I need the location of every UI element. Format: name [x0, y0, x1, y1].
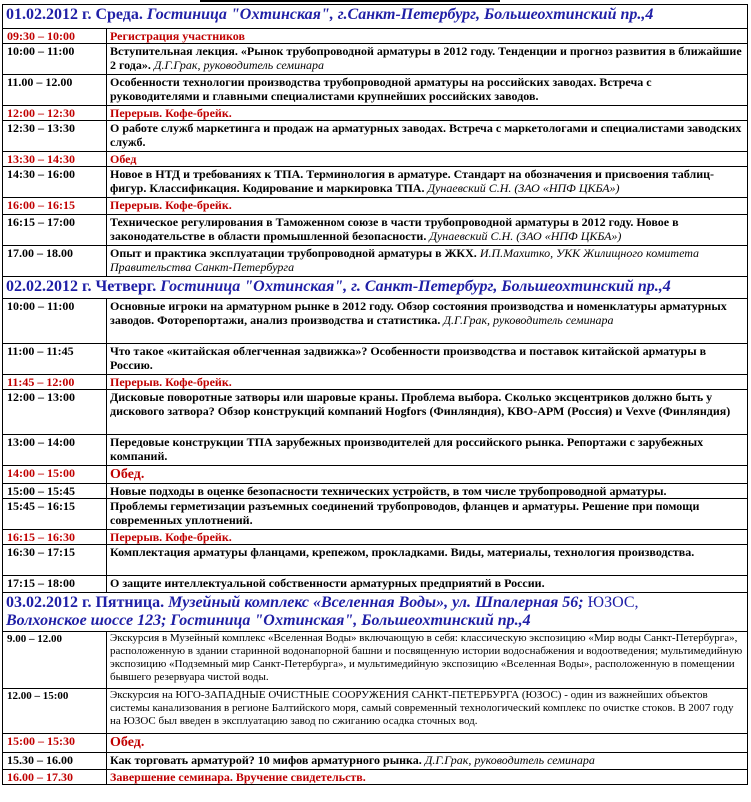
row-text: Опыт и практика эксплуатации трубопроводной арматуры в ЖКХ.	[110, 246, 477, 260]
schedule-row	[3, 753, 748, 770]
row-text: Экскурсия в Музейный комплекс «Вселенная Воды» включающую в себя: классическую экспозицию «Мир воды Санкт-Петербурга», расположенную в здании старинной водонапорной башни и посвященную истории водоснабжения и водоотведения; мультимедийную экспозицию «Подземный мир Санкт-Петербурга», и мультимедийную экспозицию «Вселенная Воды», расположенную в помещении бывшего резервуара чистой воды.	[107, 632, 748, 689]
schedule-row	[3, 576, 748, 593]
schedule-row	[3, 484, 748, 499]
day-venue-extra: ЮЗОС,	[583, 594, 639, 611]
day-venue: Гостиница "Охтинская", г.Санкт-Петербург, Большеохтинский пр.,4	[146, 6, 654, 23]
row-text: Особенности технологии производства трубопроводной арматуры на российских заводах. Встреча с руководителями и главными специалистами крупнейших российских заводов.	[107, 75, 748, 106]
row-time: 9.00 – 12.00	[3, 632, 107, 689]
row-text: Перерыв. Кофе-брейк.	[107, 530, 748, 545]
day-header	[3, 593, 748, 632]
row-text: Регистрация участников	[107, 29, 748, 44]
schedule-row	[3, 152, 748, 167]
row-text: Основные игроки на арматурном рынке в 2012 году. Обзор состояния производства и номенклатуры арматурных заводов. Фоторепортажи, анализ производства и статистика.	[110, 299, 727, 327]
row-time: 09:30 – 10:00	[3, 29, 107, 44]
row-text: О работе служб маркетинга и продаж на арматурных заводах. Встреча с маркетологами и специалистами заводских служб.	[107, 121, 748, 152]
schedule-row	[3, 167, 748, 198]
schedule-row	[3, 215, 748, 246]
schedule-row	[3, 632, 748, 689]
day-date: 01.02.2012 г. Среда.	[6, 6, 143, 23]
row-speaker: Дунаевский С.Н. (ЗАО «НПФ ЦКБА»)	[427, 181, 620, 195]
schedule-row	[3, 770, 748, 785]
row-text: Экскурсия на ЮГО-ЗАПАДНЫЕ ОЧИСТНЫЕ СООРУЖЕНИЯ САНКТ-ПЕТЕРБУРГА (ЮЗОС) - один из важнейших объектов системы канализования в регионе Балтийского моря, самый современный технологический комплекс по очистке стоков. В 2007 году на ЮЗОС был введен в эксплуатацию завод по сжиганию осадка сточных вод.	[107, 689, 748, 734]
row-cell	[107, 167, 748, 198]
schedule-row	[3, 466, 748, 484]
day-venue-main: Музейный комплекс «Вселенная Воды», ул. Шпалерная 56;	[168, 594, 584, 611]
day-header-cell	[3, 5, 748, 29]
row-speaker: Дунаевский С.Н. (ЗАО «НПФ ЦКБА»)	[429, 229, 622, 243]
row-time: 15:00 – 15:45	[3, 484, 107, 499]
row-time: 12:00 – 13:00	[3, 390, 107, 435]
row-cell	[107, 44, 748, 75]
row-time: 11:00 – 11:45	[3, 344, 107, 375]
row-time: 14:30 – 16:00	[3, 167, 107, 198]
row-time: 17.00 – 18.00	[3, 246, 107, 277]
row-text: Вступительная лекция. «Рынок трубопроводной арматуры в 2012 году. Тенденции и прогноз развития в ближайшие 2 года».	[110, 44, 742, 72]
schedule-row	[3, 299, 748, 344]
row-time: 12:30 – 13:30	[3, 121, 107, 152]
schedule-row	[3, 344, 748, 375]
schedule-row	[3, 435, 748, 466]
row-time: 11.00 – 12.00	[3, 75, 107, 106]
row-time: 14:00 – 15:00	[3, 466, 107, 484]
row-text: Перерыв. Кофе-брейк.	[107, 375, 748, 390]
row-text: Обед.	[107, 734, 748, 753]
row-cell	[107, 299, 748, 344]
row-time: 11:45 – 12:00	[3, 375, 107, 390]
row-text: Что такое «китайская облегченная задвижка»? Особенности производства и поставок китайской арматуры в Россию.	[107, 344, 748, 375]
schedule-row	[3, 29, 748, 44]
row-time: 13:30 – 14:30	[3, 152, 107, 167]
row-text: Новые подходы в оценке безопасности технических устройств, в том числе трубопроводной арматуры.	[107, 484, 748, 499]
schedule-row	[3, 499, 748, 530]
row-time: 12:00 – 12:30	[3, 106, 107, 121]
schedule-row	[3, 198, 748, 215]
schedule-row	[3, 75, 748, 106]
cut-off-top-line	[200, 0, 500, 2]
day-venue-line2: Волхонское шоссе 123; Гостиница "Охтинская", Большеохтинский пр.,4	[6, 612, 531, 629]
row-cell	[107, 246, 748, 277]
schedule-row	[3, 44, 748, 75]
day-header	[3, 277, 748, 299]
schedule-row	[3, 734, 748, 753]
row-text: О защите интеллектуальной собственности арматурных предприятий в России.	[107, 576, 748, 593]
row-text: Передовые конструкции ТПА зарубежных производителей для российского рынка. Репортажи с зарубежных компаний.	[107, 435, 748, 466]
schedule-row	[3, 106, 748, 121]
row-text: Завершение семинара. Вручение свидетельств.	[107, 770, 748, 785]
row-text: Дисковые поворотные затворы или шаровые краны. Проблема выбора. Сколько эксцентриков должно быть у дискового затвора? Обзор конструкций компаний Hogfors (Финляндия), КВО-АРМ (Россия) и Vexve (Финляндия)	[107, 390, 748, 435]
row-text: Обед.	[107, 466, 748, 484]
row-text: Проблемы герметизации разъемных соединений трубопроводов, фланцев и арматуры. Решение при помощи современных уплотнений.	[107, 499, 748, 530]
row-speaker: И.П.Махитко, УКК Жилищного комитета Правительства Санкт-Петербурга	[110, 246, 700, 274]
day-date: 03.02.2012 г. Пятница.	[6, 594, 165, 611]
row-text: Новое в НТД и требованиях к ТПА. Терминология в арматуре. Стандарт на обозначения и присвоения таблиц-фигур. Классификация. Кодирование и маркировка ТПА.	[110, 167, 715, 195]
seminar-schedule-table	[2, 4, 748, 785]
row-cell	[107, 753, 748, 770]
row-time: 12.00 – 15:00	[3, 689, 107, 734]
day-header	[3, 5, 748, 29]
row-text: Как торговать арматурой? 10 мифов арматурного рынка.	[110, 753, 422, 767]
row-time: 16.00 – 17.30	[3, 770, 107, 785]
row-time: 16:00 – 16:15	[3, 198, 107, 215]
day-date: 02.02.2012 г. Четверг.	[6, 278, 157, 295]
row-time: 16:15 – 16:30	[3, 530, 107, 545]
row-time: 17:15 – 18:00	[3, 576, 107, 593]
schedule-row	[3, 121, 748, 152]
day-header-cell	[3, 277, 748, 299]
row-text: Техническое регулирования в Таможенном союзе в части трубопроводной арматуры в 2012 году. Новое в законодательстве в области промышленной безопасности.	[110, 215, 679, 243]
row-cell	[107, 215, 748, 246]
schedule-row	[3, 545, 748, 576]
row-text: Комплектация арматуры фланцами, крепежом, прокладками. Виды, материалы, технология производства.	[107, 545, 748, 576]
schedule-row	[3, 246, 748, 277]
row-time: 15:45 – 16:15	[3, 499, 107, 530]
row-text: Перерыв. Кофе-брейк.	[107, 198, 748, 215]
row-text: Обед	[107, 152, 748, 167]
row-time: 10:00 – 11:00	[3, 299, 107, 344]
row-speaker: Д.Г.Грак, руководитель семинара	[153, 58, 325, 72]
row-time: 13:00 – 14:00	[3, 435, 107, 466]
schedule-row	[3, 390, 748, 435]
day-header-cell	[3, 593, 748, 632]
row-text: Перерыв. Кофе-брейк.	[107, 106, 748, 121]
row-time: 16:15 – 17:00	[3, 215, 107, 246]
row-time: 15.30 – 16.00	[3, 753, 107, 770]
row-speaker: Д.Г.Грак, руководитель семинара	[424, 753, 595, 767]
schedule-row	[3, 530, 748, 545]
row-time: 15:00 – 15:30	[3, 734, 107, 753]
row-speaker: Д.Г.Грак, руководитель семинара	[443, 313, 614, 327]
schedule-row	[3, 689, 748, 734]
day-venue: Гостиница "Охтинская", г. Санкт-Петербург, Большеохтинский пр.,4	[160, 278, 671, 295]
row-time: 10:00 – 11:00	[3, 44, 107, 75]
schedule-row	[3, 375, 748, 390]
row-time: 16:30 – 17:15	[3, 545, 107, 576]
